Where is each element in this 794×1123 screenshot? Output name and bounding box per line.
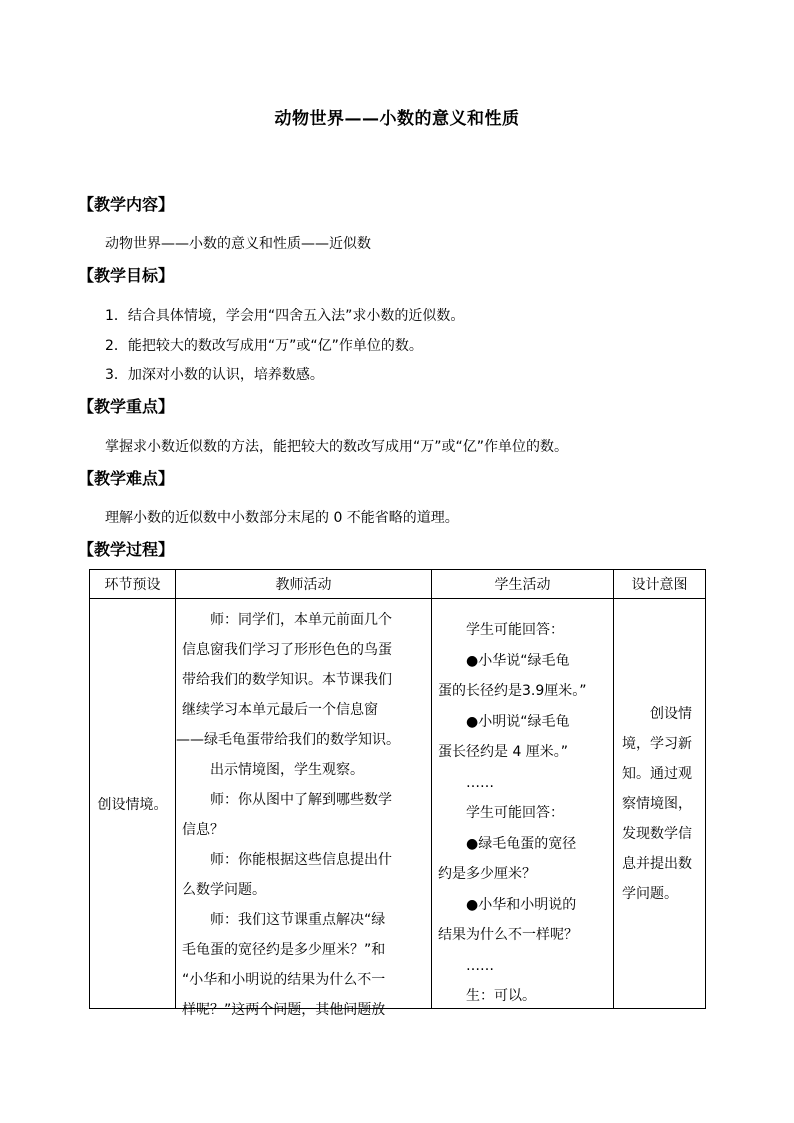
- intent-line: 创设情: [650, 705, 692, 722]
- section-heading-key-points: 【教学重点】: [78, 397, 175, 416]
- teacher-line: 继续学习本单元最后一个信息窗: [182, 702, 378, 718]
- student-line: ●小华说“绿毛龟: [466, 652, 570, 669]
- teacher-line: 样呢？”这两个问题，其他问题放: [182, 1002, 386, 1018]
- table-row: [90, 599, 706, 1009]
- student-line: ……: [466, 957, 494, 974]
- student-line: 生：可以。: [466, 988, 536, 1004]
- goal-item-2: 2．能把较大的数改写成用“万”或“亿”作单位的数。: [105, 338, 423, 354]
- key-points-text: 掌握求小数近似数的方法，能把较大的数改写成用“万”或“亿”作单位的数。: [105, 439, 569, 455]
- goal-item-3: 3．加深对小数的认识，培养数感。: [105, 367, 324, 383]
- teacher-line: 师：你从图中了解到哪些数学: [210, 792, 392, 808]
- teacher-line: 信息窗我们学习了形形色色的鸟蛋: [182, 642, 392, 658]
- teacher-line: 带给我们的数学知识。本节课我们: [182, 672, 392, 688]
- student-line: 蛋的长径约是3.9厘米。”: [438, 683, 587, 699]
- section-heading-process: 【教学过程】: [78, 540, 175, 559]
- student-line: ●小华和小明说的: [466, 896, 577, 913]
- teacher-line: 毛龟蛋的宽径约是多少厘米？”和: [182, 942, 386, 958]
- teacher-line: ——绿毛龟蛋带给我们的数学知识。: [176, 732, 400, 748]
- section-heading-goals: 【教学目标】: [78, 266, 175, 285]
- teacher-line: 师：同学们，本单元前面几个: [210, 612, 392, 628]
- goal-item-1: 1．结合具体情境，学会用“四舍五入法”求小数的近似数。: [105, 308, 465, 324]
- table-header-teacher: 教师活动: [176, 570, 432, 599]
- intent-line: 知。通过观: [622, 765, 692, 782]
- difficulties-text: 理解小数的近似数中小数部分末尾的 0 不能省略的道理。: [105, 510, 459, 526]
- student-line: ……: [466, 774, 494, 791]
- lesson-process-table: [89, 569, 706, 1018]
- student-line: ●绿毛龟蛋的宽径: [466, 835, 577, 852]
- student-activity-cell: [432, 599, 614, 1009]
- student-line: 学生可能回答：: [466, 805, 564, 821]
- teacher-line: “小华和小明说的结果为什么不一: [182, 972, 386, 988]
- student-line: 学生可能回答：: [466, 622, 564, 638]
- teacher-line: 师：你能根据这些信息提出什: [210, 852, 392, 868]
- stage-cell: 创设情境。: [90, 599, 176, 1009]
- table-header-student: 学生活动: [432, 570, 614, 599]
- intent-line: 境，学习新: [622, 735, 692, 752]
- student-line: 蛋长径约是 4 厘米。”: [438, 744, 569, 760]
- student-line: 约是多少厘米？: [438, 866, 536, 882]
- section-heading-difficulties: 【教学难点】: [78, 469, 175, 488]
- intent-line: 发现数学信: [622, 825, 692, 842]
- teacher-activity-cell: [176, 599, 432, 1018]
- intent-line: 息并提出数: [622, 855, 692, 872]
- design-intent-cell: [614, 599, 706, 1009]
- teacher-line: 师：我们这节课重点解决“绿: [210, 912, 386, 928]
- teacher-line: 么数学问题。: [182, 882, 266, 898]
- document-title: 动物世界——小数的意义和性质: [274, 109, 520, 129]
- student-line: 结果为什么不一样呢？: [438, 927, 578, 943]
- teacher-line: 信息？: [182, 822, 224, 838]
- content-text: 动物世界——小数的意义和性质——近似数: [105, 236, 371, 252]
- student-line: ●小明说“绿毛龟: [466, 713, 570, 730]
- section-heading-content: 【教学内容】: [78, 195, 175, 214]
- teacher-line: 出示情境图，学生观察。: [210, 762, 364, 778]
- table-header-row: [90, 570, 706, 599]
- table-header-intent: 设计意图: [614, 570, 706, 599]
- intent-line: 学问题。: [622, 885, 678, 902]
- intent-line: 察情境图，: [622, 795, 692, 812]
- table-header-stage: 环节预设: [90, 570, 176, 599]
